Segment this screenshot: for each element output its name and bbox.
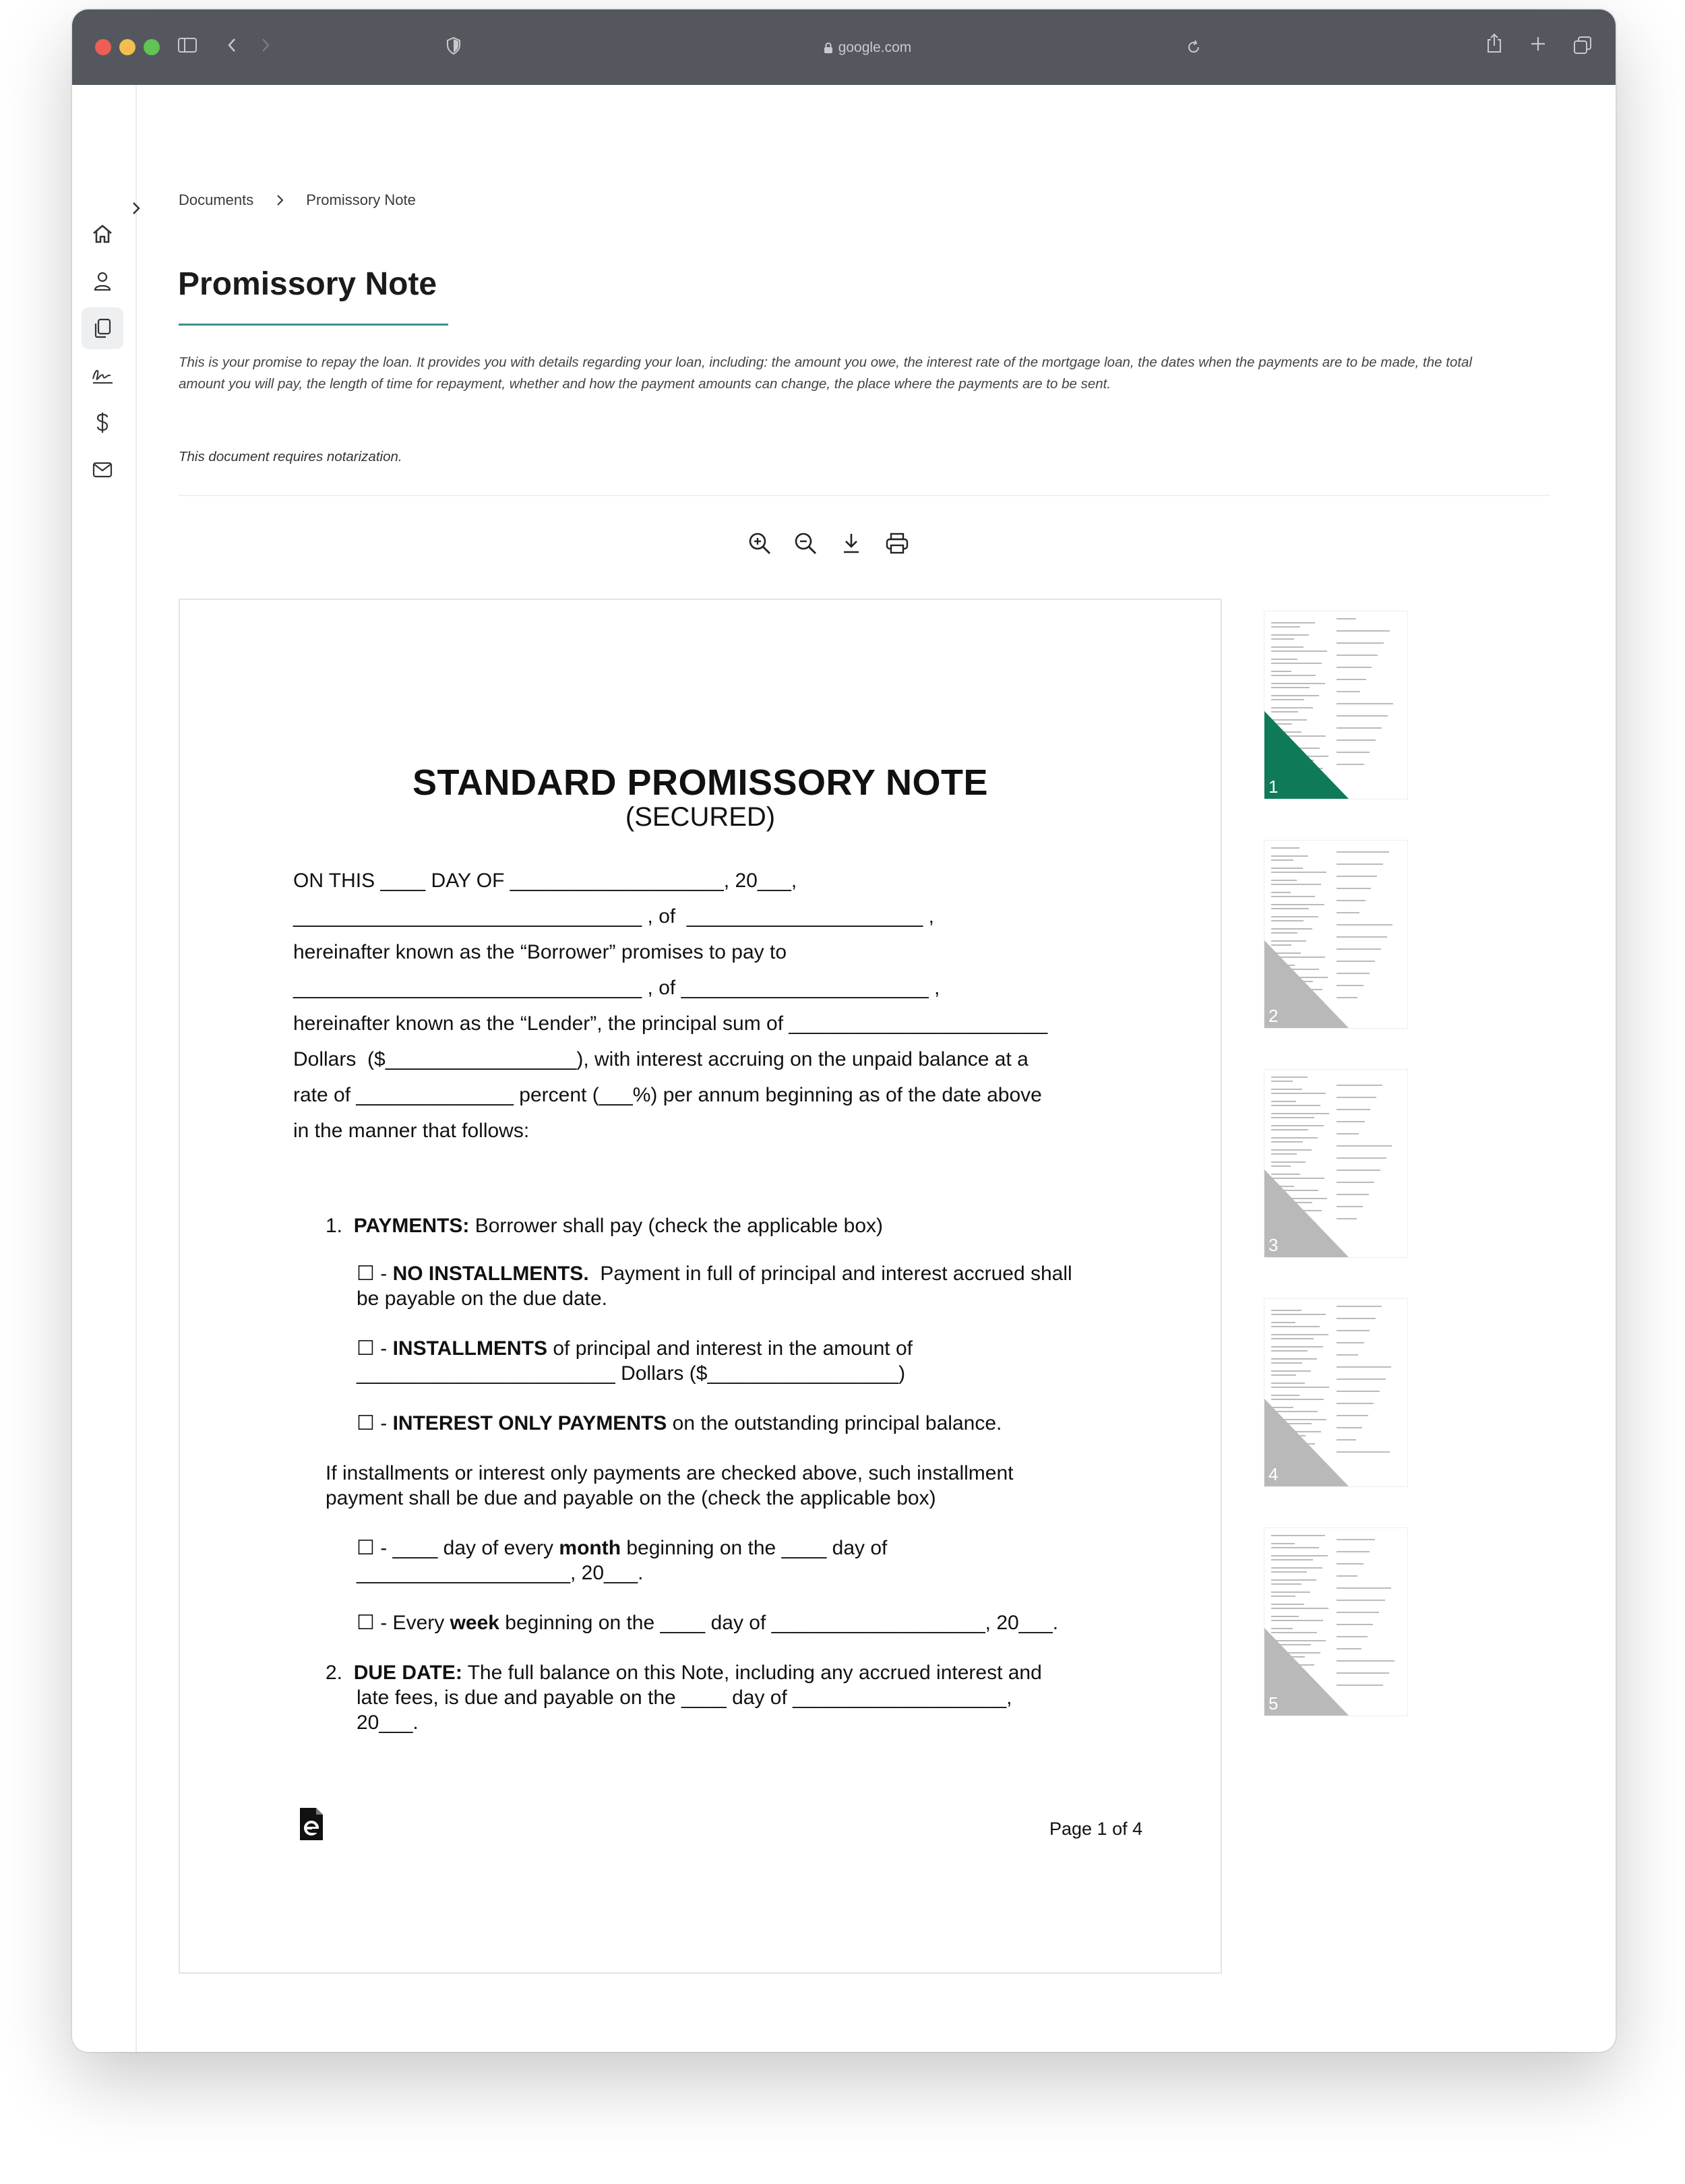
- thumbnail-line: [1271, 626, 1300, 628]
- close-window-button[interactable]: [95, 39, 111, 55]
- thumbnail-line: [1337, 1085, 1382, 1086]
- section-heading: PAYMENTS:: [353, 1215, 470, 1237]
- checkbox[interactable]: ☐ -: [357, 1412, 393, 1434]
- thumbnail-line: [1271, 1620, 1323, 1621]
- option-text: beginning on the ____ day of ___________________, 20___.: [499, 1612, 1059, 1634]
- intro-line-2: _______________________________ , of _____________________ ,: [293, 905, 934, 928]
- eforms-logo-icon: [299, 1807, 324, 1842]
- intro-line-7: rate of ______________ percent (___%) per annum beginning as of the date above: [293, 1084, 1042, 1106]
- sidebar-item-profile[interactable]: [82, 260, 123, 302]
- sidebar-item-signatures[interactable]: [82, 355, 123, 396]
- checkbox[interactable]: ☐ -: [357, 1263, 393, 1285]
- zoom-in-icon: [747, 531, 772, 555]
- thumbnail-line: [1271, 1362, 1302, 1364]
- thumbnail-line: [1271, 1125, 1324, 1126]
- document-title: STANDARD PROMISSORY NOTE: [412, 762, 989, 803]
- thumbnail-line: [1271, 920, 1304, 921]
- thumbnail-line: [1271, 872, 1326, 873]
- back-icon[interactable]: [226, 36, 238, 54]
- thumbnail-line: [1337, 1378, 1386, 1380]
- thumbnail-line: [1337, 1624, 1373, 1625]
- thumbnail-line: [1337, 1330, 1370, 1331]
- option-monthly[interactable]: [357, 1536, 887, 1560]
- thumbnail-line: [1337, 888, 1371, 889]
- installment-note-line-2: payment shall be due and payable on the (check the applicable box): [326, 1487, 936, 1509]
- print-button[interactable]: [884, 530, 911, 557]
- thumbnail-line: [1271, 1579, 1316, 1581]
- zoom-in-button[interactable]: [746, 530, 773, 557]
- breadcrumb-documents-link[interactable]: Documents: [179, 191, 254, 208]
- thumbnail-line: [1271, 1559, 1313, 1560]
- thumbnail-line: [1337, 1612, 1379, 1613]
- thumbnail-line: [1271, 1117, 1314, 1118]
- thumbnail-line: [1337, 863, 1383, 865]
- thumbnail-line: [1271, 892, 1291, 893]
- shield-icon[interactable]: [446, 36, 462, 55]
- thumbnail-line: [1337, 691, 1360, 692]
- thumbnail-line: [1271, 1374, 1296, 1376]
- thumbnail-line: [1271, 1571, 1307, 1573]
- thumbnail-line: [1271, 1596, 1295, 1597]
- thumbnail-line: [1337, 1575, 1357, 1577]
- thumbnail-line: [1337, 1318, 1376, 1319]
- thumbnail-line: [1271, 1326, 1320, 1327]
- thumbnail-line: [1271, 1137, 1318, 1139]
- print-icon: [885, 532, 909, 555]
- lock-icon: [824, 42, 833, 54]
- address-bar[interactable]: [787, 36, 948, 59]
- thumbnail-line: [1271, 1346, 1323, 1347]
- thumbnail-line: [1271, 1583, 1301, 1585]
- thumbnail-line: [1337, 1551, 1370, 1552]
- sidebar: [72, 85, 137, 2052]
- thumbnail-line: [1337, 667, 1372, 668]
- thumbnail-line: [1271, 634, 1309, 636]
- thumbnail-line: [1271, 1310, 1301, 1311]
- page-thumbnail[interactable]: [1264, 1069, 1408, 1258]
- thumbnail-line: [1337, 1097, 1376, 1098]
- thumbnail-line: [1271, 859, 1293, 861]
- sidebar-expand-icon[interactable]: [127, 200, 145, 217]
- section-due-date: [326, 1660, 1042, 1685]
- thumbnail-line: [1271, 663, 1322, 664]
- thumbnail-line: [1337, 1600, 1385, 1601]
- thumbnail-line: [1271, 659, 1297, 660]
- thumbnail-line: [1271, 884, 1321, 885]
- thumbnail-number: 1: [1268, 777, 1279, 797]
- thumbnail-number: 5: [1268, 1693, 1279, 1713]
- thumbnail-line: [1271, 1370, 1311, 1372]
- option-interest-only[interactable]: [357, 1411, 1002, 1436]
- thumbnail-line: [1337, 936, 1387, 938]
- dollar-icon: [94, 411, 111, 434]
- thumbnail-line: [1271, 650, 1327, 652]
- thumbnail-line: [1337, 1133, 1359, 1134]
- option-installments-line-2: _______________________ Dollars ($_________________): [357, 1362, 906, 1385]
- page-thumbnail[interactable]: [1264, 1527, 1408, 1716]
- section-number: 2.: [326, 1662, 343, 1684]
- thumbnail-line: [1271, 1350, 1308, 1352]
- maximize-window-button[interactable]: [144, 39, 160, 55]
- thumbnail-line: [1337, 876, 1377, 877]
- thumbnail-line: [1337, 642, 1384, 644]
- thumbnail-line: [1337, 630, 1390, 632]
- thumbnail-line: [1271, 1093, 1326, 1094]
- thumbnail-line: [1271, 1076, 1308, 1078]
- intro-line-8: in the manner that follows:: [293, 1120, 530, 1142]
- thumbnail-line: [1271, 1604, 1304, 1605]
- section-heading: DUE DATE:: [353, 1662, 462, 1684]
- thumbnail-line: [1337, 1121, 1365, 1122]
- thumbnail-line: [1271, 1591, 1310, 1593]
- thumbnail-line: [1271, 1089, 1302, 1090]
- sidebar-item-home[interactable]: [82, 213, 123, 255]
- thumbnail-line: [1337, 1145, 1392, 1147]
- option-monthly-line-2: ___________________, 20___.: [357, 1562, 644, 1584]
- forward-icon[interactable]: [259, 36, 272, 54]
- thumbnail-line: [1337, 703, 1393, 704]
- thumbnail-line: [1337, 1366, 1391, 1368]
- option-text: Payment in full of principal and interest accrued shall: [588, 1263, 1072, 1285]
- page-thumbnail[interactable]: [1264, 840, 1408, 1029]
- thumbnail-line: [1337, 655, 1378, 656]
- browser-window: [72, 9, 1616, 2052]
- thumbnail-line: [1271, 1338, 1314, 1339]
- section-text: The full balance on this Note, including any accrued interest and: [462, 1662, 1042, 1684]
- zoom-out-button[interactable]: [792, 530, 819, 557]
- thumbnail-line: [1271, 683, 1325, 684]
- download-icon: [841, 532, 861, 555]
- thumbnail-line: [1271, 671, 1291, 672]
- document-description: This is your promise to repay the loan. It provides you with details regarding your loan, including: the amount you owe, the interest rate of the mortgage loan, the dates when the payments are to be made, the total amount you will pay, the length of time for repayment, whether and how the payment amounts can change, the place where the payments are to be sent.: [179, 355, 1472, 392]
- download-button[interactable]: [838, 530, 865, 557]
- thumbnail-line: [1271, 1141, 1303, 1143]
- reload-icon[interactable]: [1186, 39, 1202, 55]
- thumbnail-line: [1337, 618, 1356, 619]
- intro-line-1: ON THIS ____ DAY OF ___________________, 20___,: [293, 870, 797, 892]
- thumbnail-line: [1271, 1608, 1328, 1609]
- thumbnail-line: [1271, 1387, 1329, 1388]
- intro-line-4: _______________________________ , of ______________________ ,: [293, 977, 940, 999]
- option-keyword: month: [559, 1537, 621, 1559]
- thumbnail-number: 4: [1268, 1464, 1279, 1484]
- thumbnail-line: [1337, 1342, 1364, 1343]
- thumbnail-number: 3: [1268, 1235, 1279, 1255]
- home-icon: [91, 223, 114, 245]
- browser-titlebar: [72, 9, 1616, 85]
- thumbnail-line: [1271, 904, 1324, 905]
- thumbnail-line: [1271, 1314, 1326, 1315]
- thumbnail-line: [1337, 1354, 1358, 1356]
- checkbox[interactable]: ☐ -: [357, 1337, 393, 1360]
- thumbnail-line: [1337, 1563, 1364, 1565]
- thumbnail-line: [1271, 868, 1303, 869]
- thumbnail-line: [1271, 1567, 1322, 1569]
- option-keyword: week: [450, 1612, 499, 1634]
- thumbnail-line: [1271, 916, 1318, 917]
- thumbnail-line: [1271, 1535, 1325, 1536]
- thumbnail-line: [1337, 1587, 1391, 1589]
- intro-line-3: hereinafter known as the “Borrower” promises to pay to: [293, 941, 787, 963]
- chevron-right-icon: [275, 193, 284, 207]
- option-no-installments-line-2: be payable on the due date.: [357, 1287, 607, 1310]
- thumbnail-line: [1271, 908, 1309, 909]
- title-underline: [179, 324, 448, 326]
- thumbnail-line: [1271, 1149, 1312, 1151]
- thumbnail-line: [1337, 912, 1359, 913]
- notarization-note: This document requires notarization.: [179, 449, 402, 464]
- minimize-window-button[interactable]: [119, 39, 135, 55]
- thumbnail-line: [1271, 1358, 1317, 1360]
- section-number: 1.: [326, 1215, 343, 1237]
- thumbnail-line: [1271, 1105, 1320, 1106]
- option-heading: INSTALLMENTS: [392, 1337, 547, 1360]
- thumbnail-line: [1271, 622, 1315, 624]
- option-text: ☐ - ____ day of every: [357, 1537, 559, 1559]
- page-title: Promissory Note: [178, 266, 437, 302]
- thumbnail-line: [1271, 1081, 1293, 1082]
- option-text: ☐ - Every: [357, 1612, 450, 1634]
- zoom-out-icon: [793, 531, 818, 555]
- document-page: [179, 599, 1222, 1974]
- signature-icon: [90, 365, 115, 386]
- share-icon[interactable]: [1485, 32, 1504, 54]
- option-installments[interactable]: [357, 1336, 913, 1361]
- tab-overview-icon[interactable]: [1572, 35, 1593, 55]
- page-thumbnail[interactable]: [1264, 1298, 1408, 1487]
- thumbnail-line: [1337, 679, 1366, 680]
- url-text: google.com: [838, 40, 912, 55]
- document-toolbar: [746, 530, 911, 557]
- divider: [179, 495, 1550, 496]
- thumbnail-line: [1271, 847, 1299, 849]
- option-text: of principal and interest in the amount of: [547, 1337, 913, 1360]
- thumbnail-line: [1271, 1616, 1299, 1617]
- thumbnail-line: [1271, 1334, 1328, 1335]
- section-due-date-line-2: late fees, is due and payable on the ____ day of ___________________,: [357, 1687, 1012, 1709]
- breadcrumb-current: Promissory Note: [306, 191, 416, 208]
- thumbnail-line: [1271, 932, 1297, 934]
- new-tab-icon[interactable]: [1529, 35, 1547, 53]
- user-icon: [92, 270, 113, 292]
- breadcrumb: [179, 191, 416, 209]
- sidebar-item-messages[interactable]: [82, 449, 123, 491]
- thumbnail-line: [1271, 880, 1297, 881]
- thumbnail-line: [1271, 687, 1310, 688]
- sidebar-item-documents[interactable]: [82, 307, 123, 349]
- thumbnail-number: 2: [1268, 1006, 1279, 1026]
- thumbnail-line: [1337, 1109, 1370, 1110]
- thumbnail-line: [1271, 1129, 1308, 1130]
- intro-line-5: hereinafter known as the “Lender”, the principal sum of _______________________: [293, 1012, 1048, 1035]
- option-weekly[interactable]: [357, 1610, 1058, 1635]
- thumbnail-line: [1271, 1165, 1291, 1167]
- thumbnail-line: [1271, 707, 1313, 708]
- sidebar-toggle-icon[interactable]: [177, 36, 197, 54]
- page-number: Page 1 of 4: [1049, 1819, 1143, 1839]
- option-no-installments[interactable]: [357, 1261, 1072, 1286]
- thumbnail-line: [1271, 675, 1316, 676]
- thumbnail-line: [1271, 1322, 1295, 1323]
- thumbnail-line: [1271, 896, 1315, 897]
- section-payments: [326, 1213, 883, 1238]
- option-text: beginning on the ____ day of: [621, 1537, 888, 1559]
- mail-icon: [92, 461, 113, 479]
- thumbnail-line: [1271, 1101, 1296, 1102]
- document-subtitle: (SECURED): [625, 802, 776, 832]
- thumbnail-line: [1337, 1391, 1380, 1392]
- documents-icon: [92, 317, 113, 339]
- thumbnail-line: [1271, 1555, 1328, 1556]
- option-heading: NO INSTALLMENTS.: [392, 1263, 589, 1285]
- thumbnail-line: [1271, 1153, 1297, 1155]
- intro-line-6: Dollars ($_________________), with interest accruing on the unpaid balance at a: [293, 1048, 1029, 1070]
- thumbnail-line: [1271, 855, 1308, 857]
- thumbnail-line: [1271, 646, 1304, 648]
- thumbnail-line: [1337, 1157, 1386, 1159]
- section-text: Borrower shall pay (check the applicable box): [469, 1215, 884, 1237]
- thumbnail-line: [1271, 1161, 1306, 1163]
- thumbnail-line: [1271, 1395, 1299, 1396]
- thumbnail-line: [1337, 1539, 1375, 1540]
- thumbnail-line: [1271, 1547, 1319, 1548]
- thumbnail-line: [1271, 928, 1312, 930]
- page-thumbnail[interactable]: [1264, 611, 1408, 799]
- thumbnail-line: [1271, 699, 1304, 700]
- sidebar-item-payments[interactable]: [82, 402, 123, 444]
- option-heading: INTEREST ONLY PAYMENTS: [392, 1412, 667, 1434]
- section-due-date-line-3: 20___.: [357, 1711, 419, 1734]
- installment-note-line-1: If installments or interest only payments are checked above, such installment: [326, 1462, 1014, 1484]
- thumbnail-line: [1337, 900, 1366, 901]
- thumbnail-line: [1337, 1306, 1382, 1307]
- thumbnail-line: [1337, 851, 1389, 853]
- thumbnail-line: [1271, 638, 1294, 640]
- thumbnail-line: [1337, 924, 1392, 926]
- thumbnail-line: [1271, 1383, 1305, 1384]
- thumbnail-line: [1271, 1543, 1295, 1544]
- thumbnail-line: [1271, 695, 1319, 696]
- option-text: on the outstanding principal balance.: [667, 1412, 1002, 1434]
- thumbnail-line: [1271, 1113, 1329, 1114]
